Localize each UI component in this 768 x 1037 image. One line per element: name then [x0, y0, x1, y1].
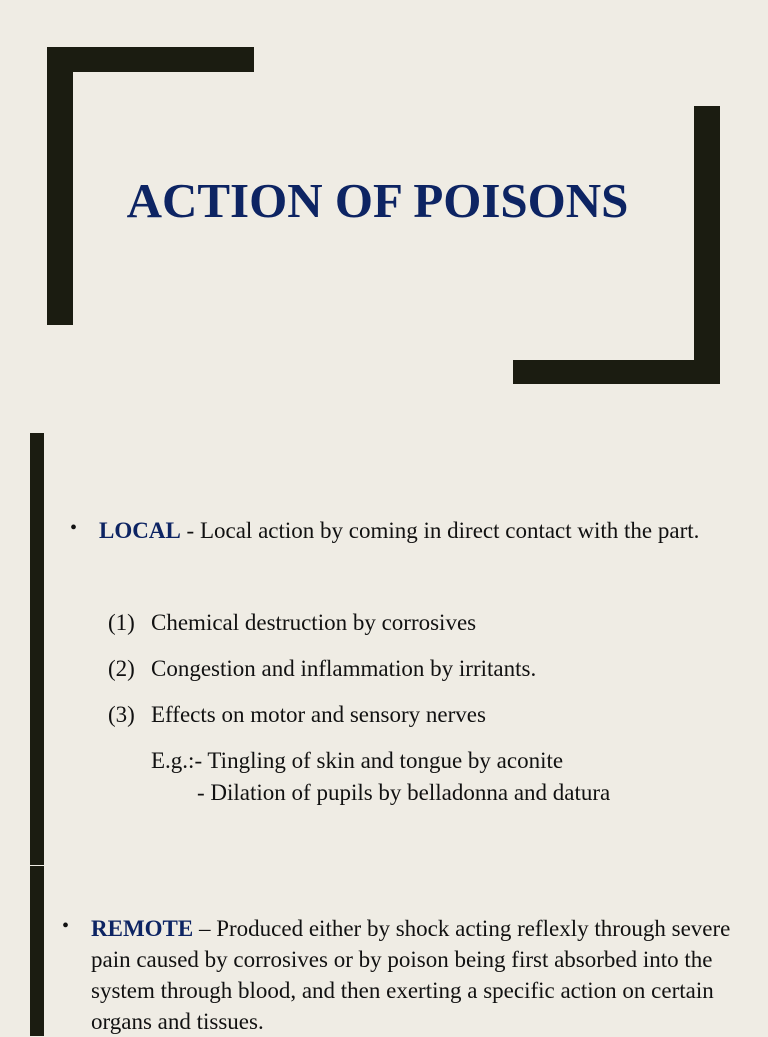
slide-side-bar [30, 866, 44, 1036]
frame-corner-bottom-right-vertical [694, 106, 720, 384]
bullet-icon: • [70, 517, 78, 539]
frame-corner-bottom-right-horizontal [513, 360, 720, 384]
list-item-number: (2) [108, 656, 135, 681]
example-line-aconite: E.g.:- Tingling of skin and tongue by aconite [151, 748, 564, 773]
remote-term: REMOTE [91, 916, 194, 941]
frame-corner-top-left-horizontal [47, 47, 254, 72]
local-description: - Local action by coming in direct contact with the part. [180, 518, 700, 543]
example-line-belladonna: - Dilation of pupils by belladonna and datura [197, 780, 611, 805]
slide-title: ACTION OF POISONS [126, 173, 629, 228]
list-item-text: Chemical destruction by corrosives [151, 610, 477, 635]
list-item-text: Congestion and inflammation by irritants. [151, 656, 537, 681]
remote-action-paragraph [91, 913, 751, 1037]
list-item-text: Effects on motor and sensory nerves [151, 702, 486, 727]
slide-side-bar [30, 433, 44, 865]
list-item-number: (3) [108, 702, 135, 727]
list-item [108, 653, 536, 684]
list-item [108, 607, 476, 638]
list-item [108, 699, 486, 730]
local-action-paragraph [99, 515, 739, 546]
remote-description: – Produced either by shock acting reflexly through severe pain caused by corrosives or by poison being first absorbed into the system through blood, and then exerting a specific action on certain organs and tissues. [91, 916, 731, 1034]
local-term: LOCAL [99, 518, 181, 543]
list-item-number: (1) [108, 610, 135, 635]
bullet-icon: • [62, 915, 70, 937]
